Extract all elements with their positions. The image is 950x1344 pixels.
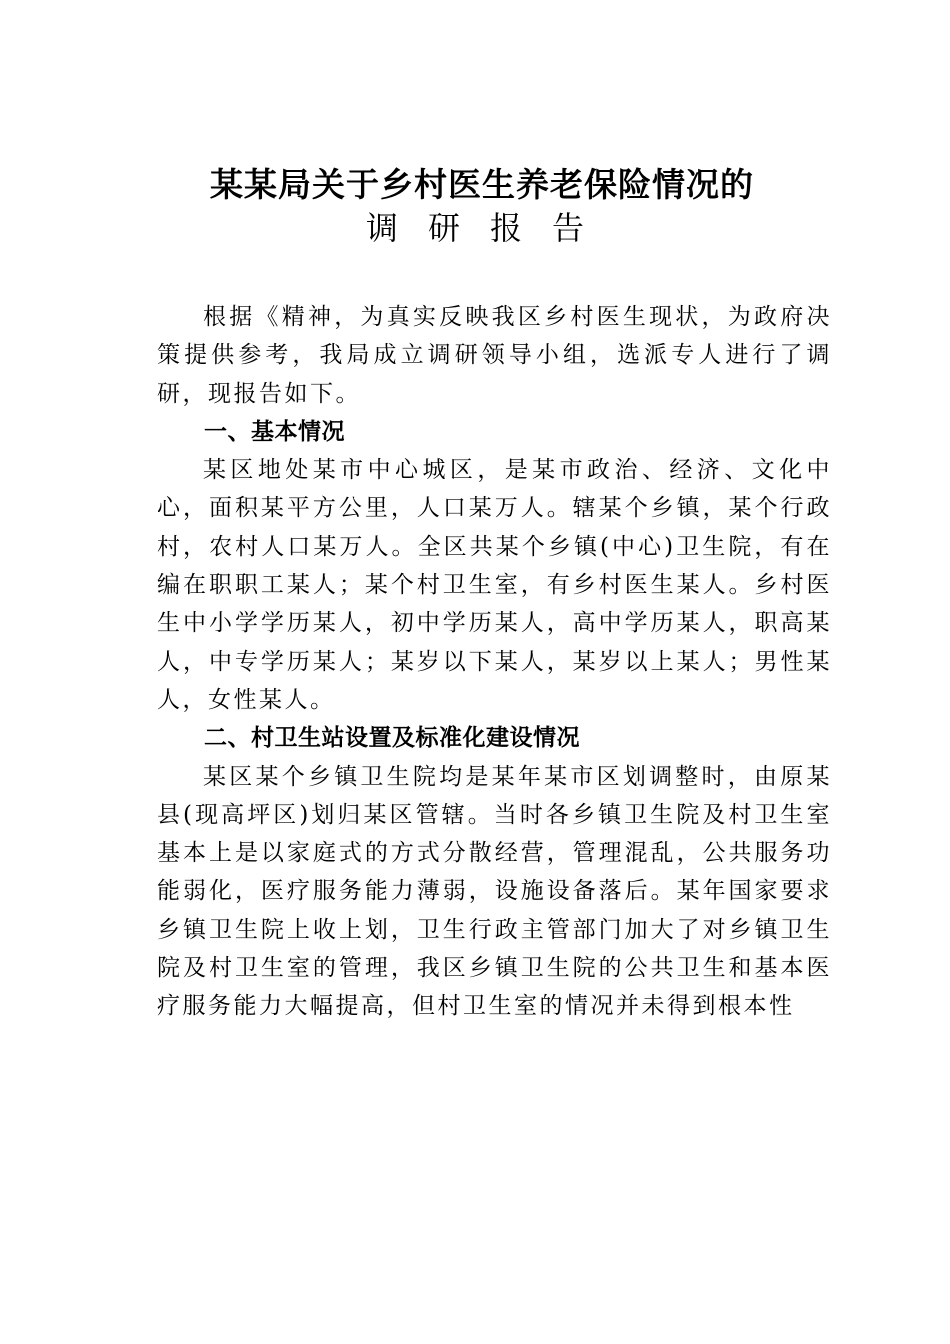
- section-paragraph-clinic-setup: 某区某个乡镇卫生院均是某年某市区划调整时，由原某县(现高坪区)划归某区管辖。当时各乡镇卫生院及村卫生室基本上是以家庭式的方式分散经营，管理混乱，公共服务功能弱化，医疗服务能力薄弱，设施设备落后。某年国家要求乡镇卫生院上收上划，卫生行政主管部门加大了对乡镇卫生院及村卫生室的管理，我区乡镇卫生院的公共卫生和基本医疗服务能力大幅提高，但村卫生室的情况并未得到根本性: [157, 763, 832, 1020]
- section-heading-basic-situation: 一、基本情况: [204, 418, 345, 445]
- document-title: 某某局关于乡村医生养老保险情况的: [210, 165, 754, 204]
- intro-paragraph: 根据《精神，为真实反映我区乡村医生现状，为政府决策提供参考，我局成立调研领导小组，选派专人进行了调研，现报告如下。: [157, 304, 832, 407]
- document-body: [157, 298, 832, 1026]
- section-heading-clinic-setup: 二、村卫生站设置及标准化建设情况: [204, 725, 580, 752]
- section-paragraph-basic-situation: 某区地处某市中心城区，是某市政治、经济、文化中心，面积某平方公里，人口某万人。辖某个乡镇，某个行政村，农村人口某万人。全区共某个乡镇(中心)卫生院，有在编在职职工某人；某个村卫生室，有乡村医生某人。乡村医生中小学学历某人，初中学历某人，高中学历某人，职高某人，中专学历某人；某岁以下某人，某岁以上某人；男性某人，女性某人。: [157, 457, 832, 713]
- document-subtitle: 调研报告: [365, 209, 614, 247]
